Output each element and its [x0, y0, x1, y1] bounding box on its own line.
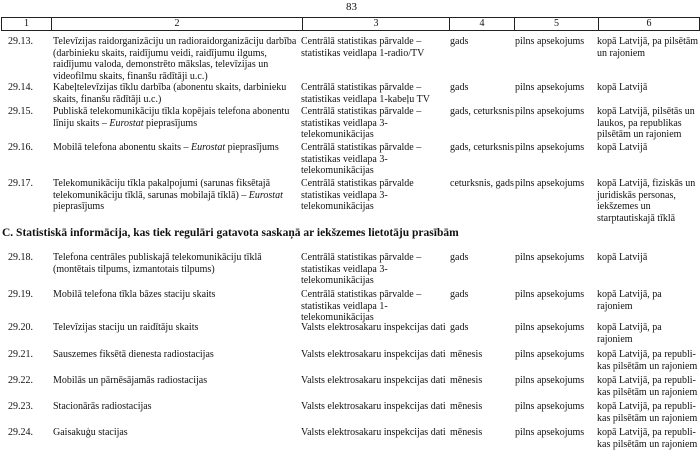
- desc-text: Mobilā telefona abonentu skaits –: [53, 142, 192, 153]
- row-coverage: pilns apsekojums: [515, 82, 585, 93]
- eurostat-emphasis: Eurostat: [191, 142, 226, 153]
- row-period: mēnesis: [450, 349, 483, 360]
- row-breakdown: kopā Latvijā, pa rajoniem: [597, 322, 662, 345]
- row-breakdown: kopā Latvijā, pa republi-kas pilsētām un rajoniem: [597, 401, 698, 424]
- row-breakdown: kopā Latvijā, pa republi-kas pilsētām un rajoniem: [597, 349, 698, 372]
- row-coverage: pilns apsekojums: [515, 322, 585, 333]
- row-breakdown: kopā Latvijā, pa pilsētām un rajoniem: [597, 36, 699, 59]
- row-period: gads: [450, 82, 469, 93]
- row-number: 29.24.: [8, 427, 33, 438]
- row-coverage: pilns apsekojums: [515, 252, 585, 263]
- column-header-4: 4: [450, 18, 515, 30]
- row-description: [53, 178, 301, 213]
- row-number: 29.16.: [8, 142, 33, 153]
- column-header-1: 1: [2, 18, 52, 30]
- row-period: gads: [450, 289, 469, 300]
- row-number: 29.14.: [8, 82, 33, 93]
- table-header: [1, 17, 700, 31]
- row-description: Stacionārās radiostacijas: [53, 401, 152, 412]
- row-coverage: pilns apsekojums: [515, 178, 585, 189]
- row-source: Centrālā statistikas pārvalde – statistikas veidlapa 1-radio/TV: [301, 36, 425, 59]
- row-breakdown: kopā Latvijā: [597, 82, 648, 93]
- row-description: Mobilās un pārnēsājamās radiostacijas: [53, 375, 208, 386]
- row-breakdown: kopā Latvijā: [597, 142, 648, 153]
- row-description: Gaisakuģu stacijas: [53, 427, 128, 438]
- row-period: gads, ceturksnis: [450, 142, 514, 153]
- row-period: gads: [450, 322, 469, 333]
- column-header-5: 5: [515, 18, 599, 30]
- desc-text: pieprasījums: [143, 117, 198, 129]
- row-source: Centrālā statistikas pārvalde – statistikas veidlapa 1-telekomunikācijas: [301, 289, 422, 324]
- desc-text: Telekomunikāciju tīkla pakalpojumi (sarunas fiksētajā telekomunikāciju tīklā, sarunas mobilajā tīklā) –: [53, 178, 271, 201]
- row-period: mēnesis: [450, 375, 483, 386]
- row-number: 29.18.: [8, 252, 33, 263]
- row-description: Televīzijas raidorganizāciju un radioraidorganizāciju darbība (darbinieku skaits, raidījumu veidi, raidījumu ilgums, raidījumu valoda, demonstrēto mākslas, televīzijas un videofilmu skaits, finanšu rādītāji u.c.): [53, 36, 297, 83]
- row-source: Valsts elektrosakaru inspekcijas dati: [301, 427, 446, 438]
- row-number: 29.13.: [8, 36, 33, 47]
- row-source: Centrālā statistikas pārvalde statistikas veidlapa 3-telekomunikācijas: [301, 178, 414, 213]
- row-description: Mobilā telefona tīkla bāzes staciju skaits: [53, 289, 216, 300]
- row-breakdown: kopā Latvijā, pa rajoniem: [597, 289, 662, 312]
- row-coverage: pilns apsekojums: [515, 289, 585, 300]
- row-number: 29.15.: [8, 106, 33, 117]
- row-coverage: pilns apsekojums: [515, 427, 585, 438]
- row-breakdown: kopā Latvijā, pilsētās un laukos, pa republikas pilsētām un rajoniem: [597, 106, 695, 141]
- row-number: 29.17.: [8, 178, 33, 189]
- row-source: Centrālā statistikas pārvalde – statistikas veidlapa 1-kabeļu TV: [301, 82, 430, 105]
- row-description: [53, 106, 301, 129]
- row-source: Valsts elektrosakaru inspekcijas dati: [301, 322, 446, 333]
- row-period: mēnesis: [450, 427, 483, 438]
- row-breakdown: kopā Latvijā, fiziskās un juridiskās personas, iekšzemes un starptautiskajā tīklā: [597, 178, 696, 225]
- row-description: Kabeļtelevīzijas tīklu darbība (abonentu skaits, darbinieku skaits, finanšu rādītāji u.c.): [53, 82, 287, 105]
- row-source: Centrālā statistikas pārvalde – statistikas veidlapa 3-telekomunikācijas: [301, 106, 422, 141]
- column-header-6: 6: [646, 18, 652, 29]
- row-coverage: pilns apsekojums: [515, 142, 585, 153]
- desc-text: pieprasījums: [225, 142, 279, 153]
- row-number: 29.23.: [8, 401, 33, 412]
- row-coverage: pilns apsekojums: [515, 375, 585, 386]
- row-description: Telefona centrāles publiskajā telekomunikāciju tīklā (montētais tilpums, izmantotais tilpums): [53, 252, 262, 275]
- row-period: gads: [450, 252, 469, 263]
- row-breakdown: kopā Latvijā, pa republi-kas pilsētām un rajoniem: [597, 375, 698, 398]
- row-coverage: pilns apsekojums: [515, 349, 585, 360]
- row-number: 29.19.: [8, 289, 33, 300]
- eurostat-emphasis: Eurostat: [248, 189, 283, 201]
- column-header-2: 2: [52, 18, 303, 30]
- row-source: Centrālā statistikas pārvalde – statistikas veidlapa 3-telekomunikācijas: [301, 252, 422, 287]
- row-period: ceturksnis, gads: [450, 178, 514, 189]
- row-number: 29.22.: [8, 375, 33, 386]
- row-coverage: pilns apsekojums: [515, 401, 585, 412]
- row-number: 29.20.: [8, 322, 33, 333]
- section-c-heading: C. Statistiskā informācija, kas tiek regulāri gatavota saskaņā ar iekšzemes lietotāju prasībām: [2, 227, 459, 239]
- row-description: Sauszemes fiksētā dienesta radiostacijas: [53, 349, 214, 360]
- row-breakdown: kopā Latvijā: [597, 252, 648, 263]
- eurostat-emphasis: Eurostat: [109, 117, 144, 129]
- row-period: mēnesis: [450, 401, 483, 412]
- column-header-3: 3: [303, 18, 450, 30]
- row-description: [53, 142, 301, 154]
- row-period: gads, ceturksnis: [450, 106, 514, 117]
- row-description: Televīzijas staciju un raidītāju skaits: [53, 322, 199, 333]
- row-coverage: pilns apsekojums: [515, 36, 585, 47]
- row-coverage: pilns apsekojums: [515, 106, 585, 117]
- row-period: gads: [450, 36, 469, 47]
- page-number: 83: [346, 1, 357, 13]
- row-source: Centrālā statistikas pārvalde – statistikas veidlapa 3-telekomunikācijas: [301, 142, 422, 177]
- row-breakdown: kopā Latvijā, pa republi-kas pilsētām un rajoniem: [597, 427, 698, 450]
- row-source: Valsts elektrosakaru inspekcijas dati: [301, 349, 446, 360]
- row-source: Valsts elektrosakaru inspekcijas dati: [301, 375, 446, 386]
- row-number: 29.21.: [8, 349, 33, 360]
- row-source: Valsts elektrosakaru inspekcijas dati: [301, 401, 446, 412]
- desc-text: Publiskā telekomunikāciju tīkla kopējais telefona abonentu līniju skaits –: [53, 106, 290, 129]
- desc-text: pieprasījums: [53, 201, 105, 213]
